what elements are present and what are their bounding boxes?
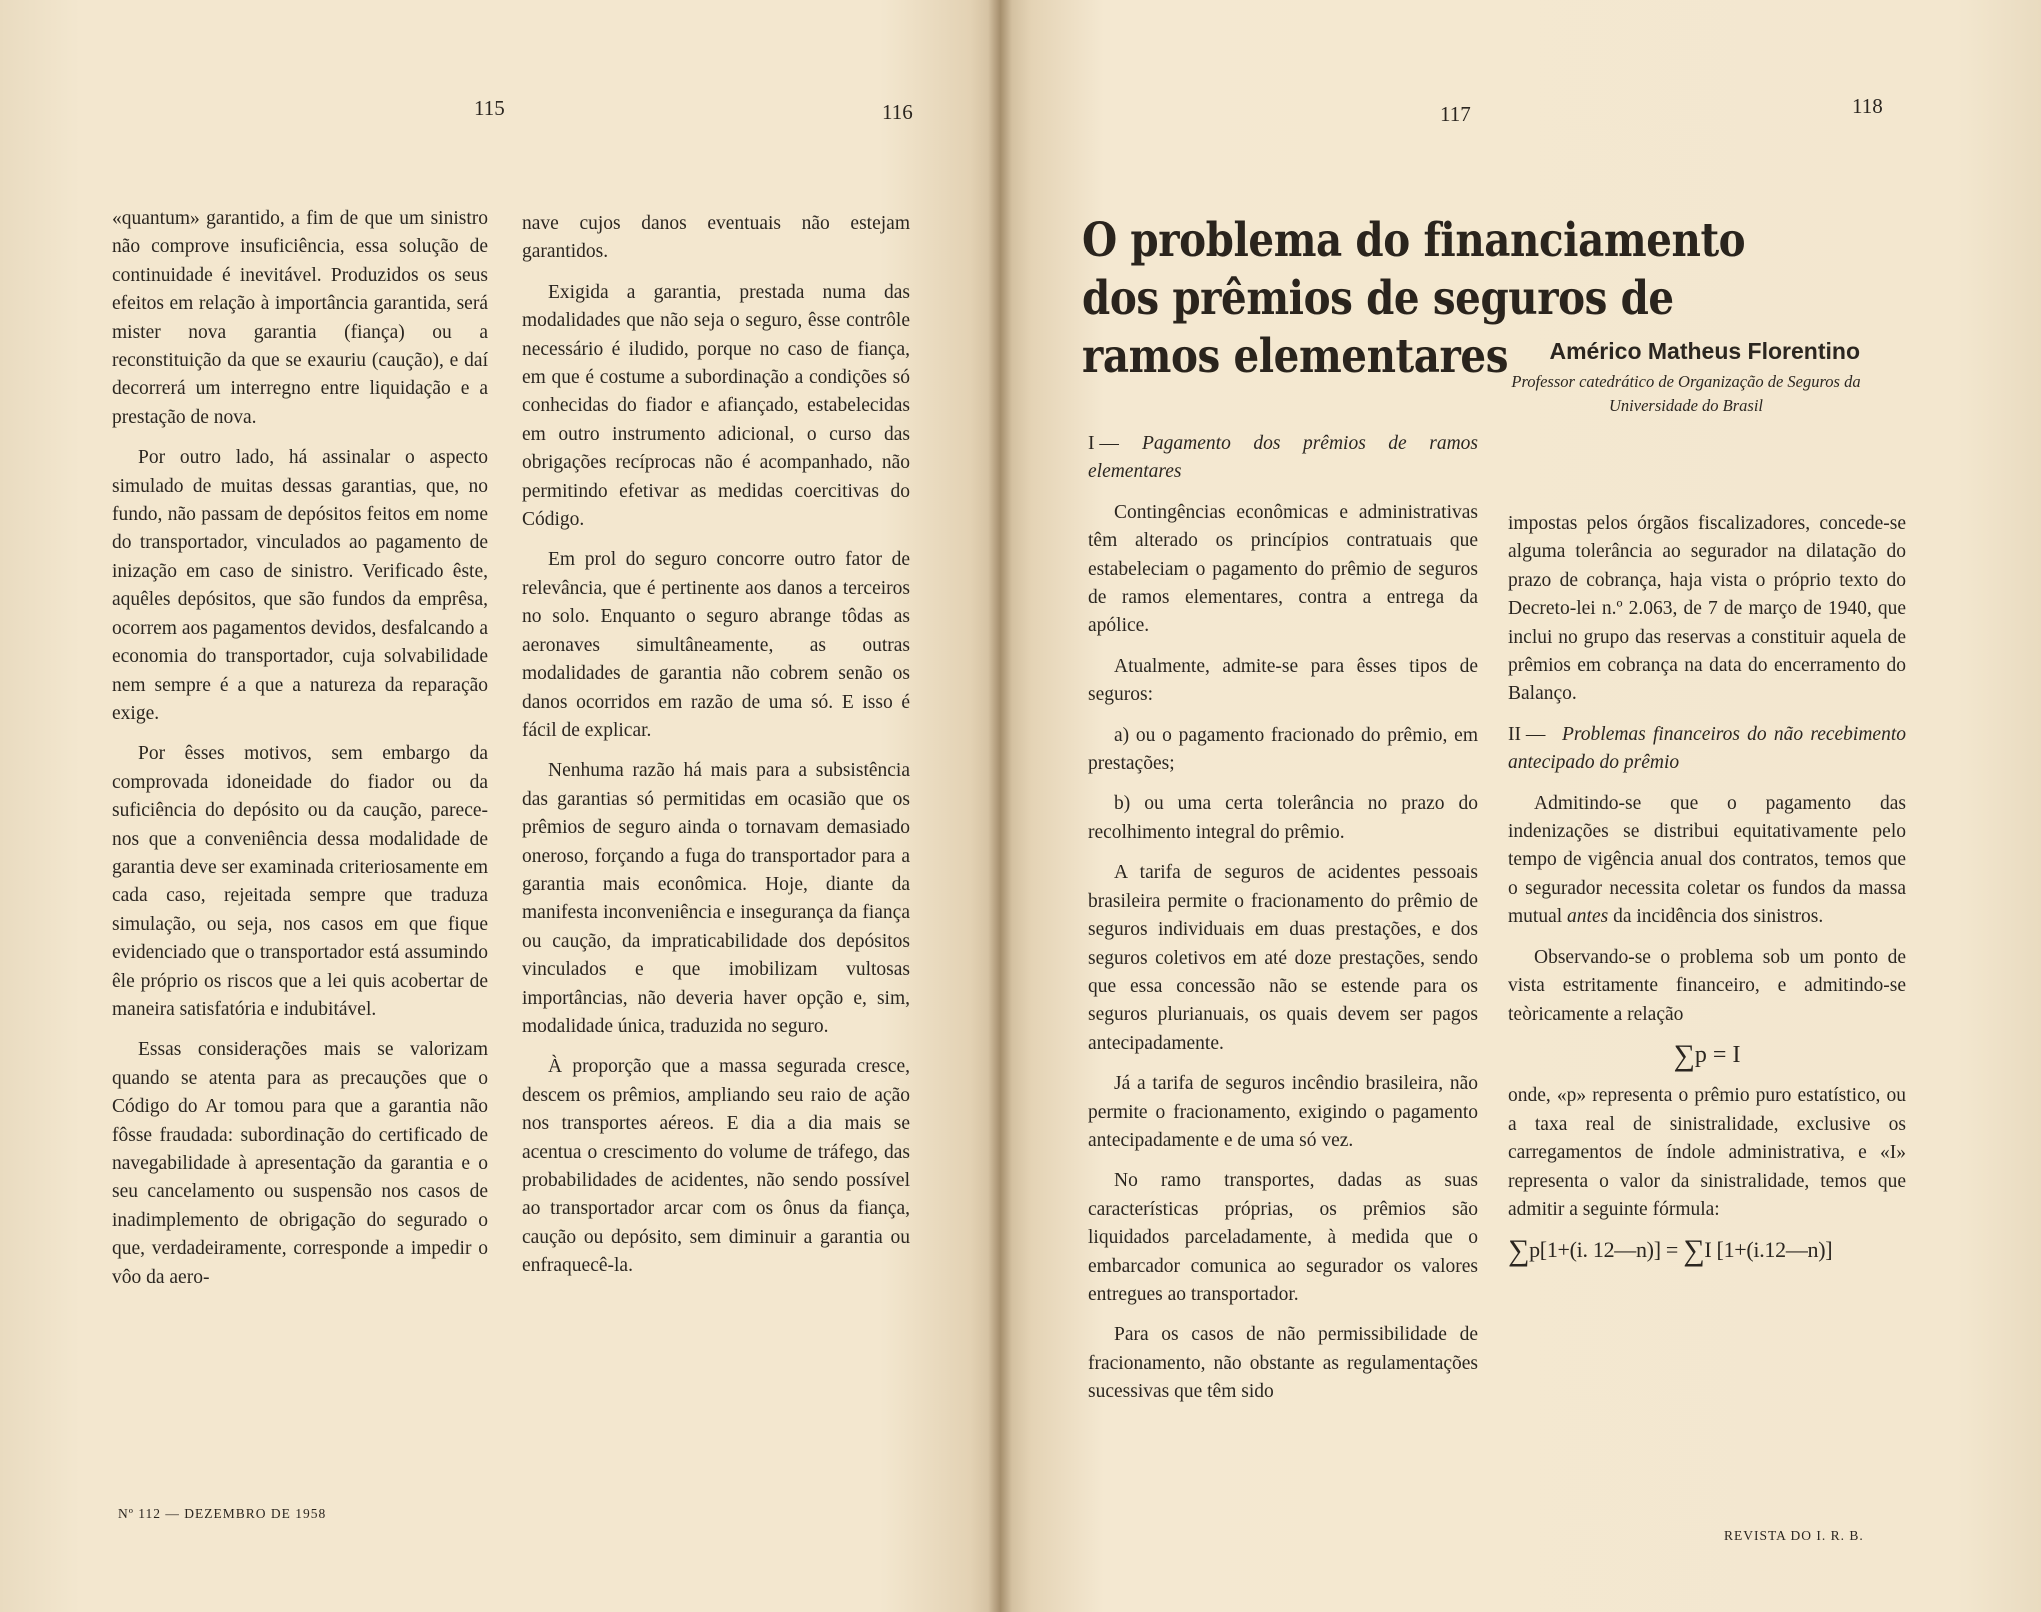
paragraph: Já a tarifa de seguros incêndio brasileira, não permite o fracionamento, exigindo o pagamento antecipadamente e de uma só vez. [1088,1073,1478,1151]
page-number-116: 116 [882,100,913,124]
paragraph: nave cujos danos eventuais não estejam garantidos. [522,213,910,263]
column-page-116 [522,210,910,1293]
column-page-115 [112,205,488,1304]
column-page-118 [1508,510,1906,1278]
list-item: a) ou o pagamento fracionado do prêmio, em prestações; [1088,724,1478,775]
section-number: I — [1088,433,1119,454]
section-title: Problemas financeiros do não recebimento antecipado do prêmio [1508,723,1906,774]
page-number-117: 117 [1440,102,1471,126]
column-page-117 [1088,430,1478,1419]
section-number: II — [1508,723,1546,745]
sigma-symbol: ∑ [1508,1234,1530,1268]
paragraph: impostas pelos órgãos fiscalizadores, concede-se alguma tolerância ao segurador na dilatação do prazo de cobrança, haja vista o próprio texto do Decreto-lei n.º 2.063, de 7 de março de 1940, que inclui no grupo das reservas a constituir aquela de prêmios em cobrança na data do encerramento do Balanço. [1508,513,1906,705]
author-affiliation: Professor catedrático de Organização de Seguros da Universidade do Brasil [1511,372,1861,415]
formula-sum-relation [1508,1038,1906,1072]
paragraph: Nenhuma razão há mais para a subsistência das garantias só permitidas em ocasião que os prêmios de seguro ainda o tornavam demasiado oneroso, forçando a fuga do transportador para a garantia mais econômica. Hoje, diante da manifesta inconveniência e insegurança da fiança ou caução, da impraticabilidade dos depósitos vinculados e que imobilizam vultosas importâncias, não deveria haver opção e, sim, modalidade única, traduzida no seguro. [522,760,910,1037]
paragraph: Por êsses motivos, sem embargo da comprovada idoneidade do fiador ou da suficiência do depósito ou da caução, parece-nos que a conveniência dessa modalidade de garantia deve ser examinada criteriosamente em cada caso, rejeitada sempre que traduza simulação, ou seja, nos casos em que fique evidenciado que o transportador está assumindo êle próprio os riscos que a lei quis acobertar de maneira satisfatória e indubitável. [112,743,488,1020]
list-item: b) ou uma certa tolerância no prazo do recolhimento integral do prêmio. [1088,793,1478,843]
paragraph: Em prol do seguro concorre outro fator de relevância, que é pertinente aos danos a terceiros no solo. Enquanto o seguro abrange tôdas as aeronaves simultâneamente, as outras modalidades de garantia não cobrem senão os danos ocorridos em razão de uma só. E isso é fácil de explicar. [522,549,910,741]
footer-journal: REVISTA DO I. R. B. [1724,1528,1864,1543]
paragraph: À proporção que a massa segurada cresce, descem os prêmios, ampliando seu raio de ação nos transportes aéreos. E dia a dia mais se acentua o crescimento do volume de tráfego, das probabilidades de acidentes, não sendo possível ao transportador arcar com os ônus da fiança, caução ou depósito, sem diminuir a garantia ou enfraquecê-la. [522,1056,910,1277]
paragraph: Por outro lado, há assinalar o aspecto simulado de muitas dessas garantias, que, no fundo, não passam de depósitos feitos em nome do transportador, vinculados ao pagamento de inização em caso de sinistro. Verificado êste, aquêles depósitos, que são fundos da emprêsa, ocorrem aos pagamentos devidos, desfalcando a economia do transportador, cuja solvabilidade nem sempre é a que a natureza da reparação exige. [112,447,488,724]
paragraph: Observando-se o problema sob um ponto de vista estritamente financeiro, e admitindo-se teòricamente a relação [1508,946,1906,1025]
text-run: da incidência dos sinistros. [1613,906,1824,928]
section-heading-1 [1088,430,1478,487]
paragraph: A tarifa de seguros de acidentes pessoais brasileira permite o fracionamento do prêmio de seguros individuais em duas prestações, e dos seguros coletivos em até doze prestações, sendo que essa concessão não se estende para os seguros plurianuais, os quais devem ser pagos antecipadamente. [1088,862,1478,1054]
paragraph: Para os casos de não permissibilidade de fracionamento, não obstante as regulamentações sucessivas que têm sido [1088,1324,1478,1403]
page-number-118: 118 [1852,94,1883,118]
paragraph: «quantum» garantido, a fim de que um sinistro não comprove insuficiência, essa solução de continuidade é inevitável. Produzidos os seus efeitos em relação à importância garantida, será mister nova garantia (fiança) ou a reconstituição da que se exauriu (caução), e daí decorrerá um interregno entre liquidação e a prestação de nova. [112,208,488,428]
footer-issue: Nº 112 — DEZEMBRO DE 1958 [118,1506,327,1521]
sigma-symbol: ∑ [1673,1038,1695,1072]
paragraph: onde, «p» representa o prêmio puro estatístico, ou a taxa real de sinistralidade, exclusive os carregamentos de índole administrativa, e «I» representa o valor da sinistralidade, temos que admitir a seguinte fórmula: [1508,1085,1906,1220]
formula-text: p = I [1694,1041,1741,1068]
article-title: O problema do financiamento dos prêmios de seguros de ramos elementares [1082,213,1746,384]
paragraph: No ramo transportes, dadas as suas características próprias, os prêmios são liquidados parceladamente, à medida que o embarcador comunica ao segurador os valores entregues ao transportador. [1088,1170,1478,1305]
paragraph [1508,790,1906,932]
formula-left: p[1+(i. 12—n)] = [1529,1237,1679,1263]
text-run: Admitindo-se que o pagamento das indenizações se distribui equitativamente pelo tempo de vigência anual dos contratos, temos que o segurador necessita coletar os fundos da massa mutual [1508,792,1906,928]
paragraph: Essas considerações mais se valorizam quando se atenta para as precauções que o Código do Ar tomou para que a garantia não fôsse fraudada: subordinação do certificado de navegabilidade à apresentação da garantia e o seu cancelamento ou suspensão nos casos de inadimplemento de obrigação do segurado o que, verdadeiramente, corresponde a impedir o vôo da aero- [112,1039,488,1288]
paragraph: Atualmente, admite-se para êsses tipos de seguros: [1088,655,1478,706]
formula-right: I [1+(i.12—n)] [1704,1237,1833,1263]
section-heading-2 [1508,721,1906,778]
book-gutter [988,0,1012,1612]
sigma-symbol: ∑ [1683,1234,1705,1268]
article-author: Américo Matheus Florentino [1549,338,1860,364]
emphasis: antes [1567,906,1609,928]
paragraph: Contingências econômicas e administrativas têm alterado os princípios contratuais que estabeleciam o pagamento do prêmio de seguros de ramos elementares, contra a entrega da apólice. [1088,501,1478,637]
page-number-115: 115 [474,96,505,120]
formula-financing [1508,1234,1906,1268]
paragraph: Exigida a garantia, prestada numa das modalidades que não seja o seguro, êsse contrôle necessário é iludido, porque no caso de fiança, em que é costume a subordinação a condições só conhecidas do fiador e afiançado, estabelecidas em outro instrumento adicional, o curso das obrigações recíprocas não é acompanhado, não permitindo efetivar as medidas coercitivas do Código. [522,281,910,531]
section-title: Pagamento dos prêmios de ramos elementares [1088,433,1478,483]
